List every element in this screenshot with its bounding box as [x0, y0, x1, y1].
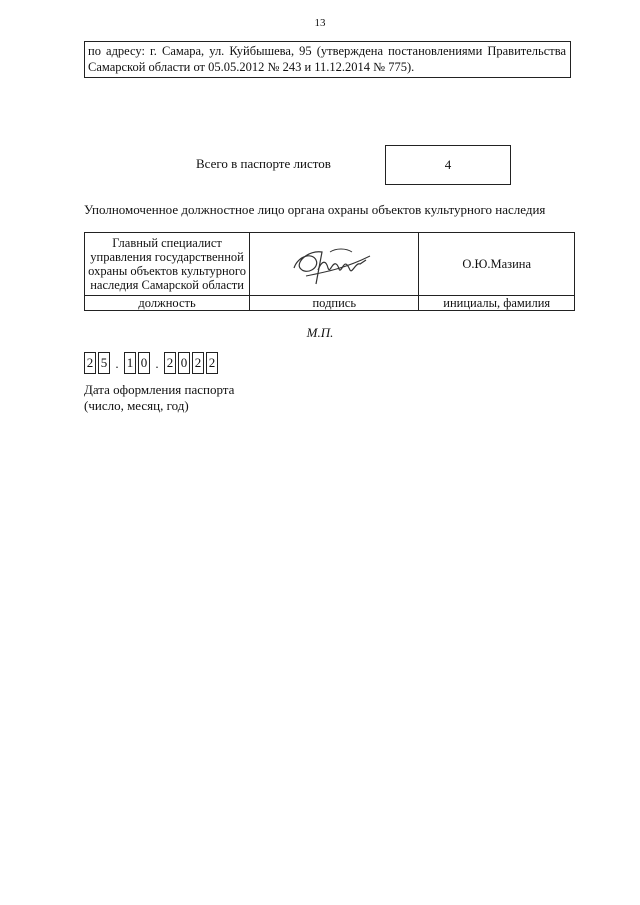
handwritten-signature [286, 238, 382, 290]
sheets-label: Всего в паспорте листов [196, 156, 331, 171]
date-separator: . [155, 356, 159, 371]
date-digit-month: 0 [138, 352, 150, 374]
address-line-2: Самарской области от 05.05.2012 № 243 и 11.12.2014 № 775). [88, 60, 415, 74]
position-line: наследия Самарской области [90, 278, 244, 292]
date-separator: . [115, 356, 119, 371]
date-digit-year: 0 [178, 352, 190, 374]
official-heading: Уполномоченное должностное лицо органа охраны объектов культурного наследия [84, 202, 546, 217]
date-digit-month: 1 [124, 352, 136, 374]
position-cell [85, 233, 250, 296]
label-initials: инициалы, фамилия [419, 296, 575, 311]
date-digit-day: 5 [98, 352, 110, 374]
signature-cell [250, 233, 419, 296]
page-number: 13 [314, 17, 326, 29]
date-digit-year: 2 [206, 352, 218, 374]
date-caption-line-1: Дата оформления паспорта [84, 382, 235, 397]
address-box [84, 41, 571, 78]
position-line: Главный специалист [112, 236, 222, 250]
date-cells [84, 350, 220, 374]
date-digit-year: 2 [164, 352, 176, 374]
date-caption [84, 382, 234, 414]
date-caption-line-2: (число, месяц, год) [84, 398, 189, 413]
position-line: охраны объектов культурного [88, 264, 246, 278]
position-line: управления государственной [90, 250, 244, 264]
name-cell: О.Ю.Мазина [419, 233, 575, 296]
date-digit-day: 2 [84, 352, 96, 374]
signature-table [84, 232, 575, 311]
sheets-count-box: 4 [385, 145, 511, 185]
address-line-1: по адресу: г. Самара, ул. Куйбышева, 95 (утверждена постановлениями Правительства [88, 44, 566, 58]
date-digit-year: 2 [192, 352, 204, 374]
label-signature: подпись [250, 296, 419, 311]
stamp-mark: М.П. [306, 325, 334, 340]
label-position: должность [85, 296, 250, 311]
